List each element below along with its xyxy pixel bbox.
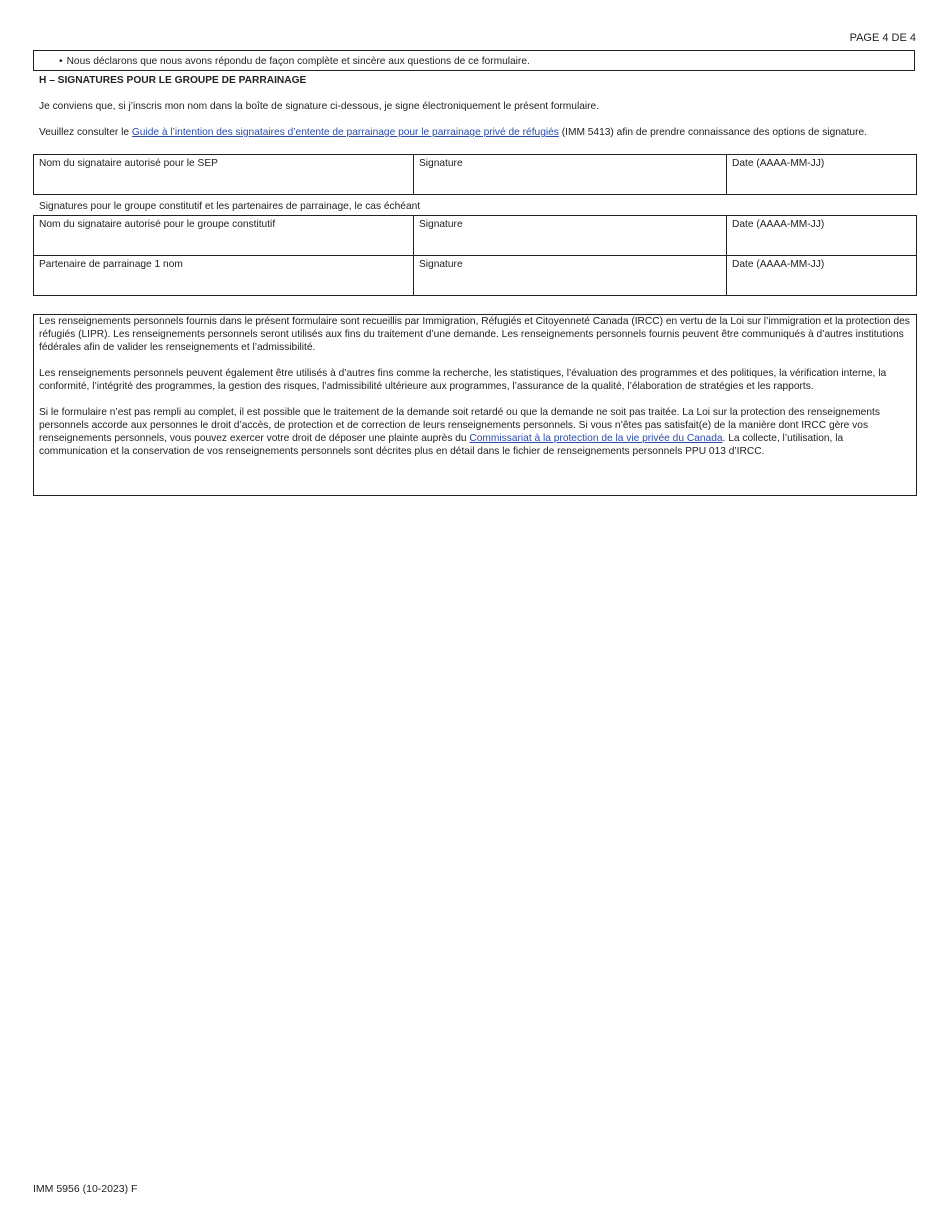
sep-date-field[interactable] xyxy=(727,155,917,195)
constituent-name-label: Nom du signataire autorisé pour le groupe constitutif xyxy=(39,219,276,230)
section-h-title: H – SIGNATURES POUR LE GROUPE DE PARRAINAGE xyxy=(39,75,307,86)
table-row xyxy=(34,256,917,296)
declaration-text: Nous déclarons que nous avons répondu de façon complète et sincère aux questions de ce formulaire. xyxy=(66,56,530,67)
privacy-commissioner-link[interactable]: Commissariat à la protection de la vie privée du Canada xyxy=(469,433,723,444)
constituent-caption: Signatures pour le groupe constitutif et les partenaires de parrainage, le cas échéant xyxy=(39,201,421,212)
table-row xyxy=(34,216,917,256)
sep-date-label: Date (AAAA-MM-JJ) xyxy=(732,158,825,169)
guide-text-after: (IMM 5413) afin de prendre connaissance des options de signature. xyxy=(558,127,867,138)
page-number: PAGE 4 DE 4 xyxy=(849,32,916,44)
partner-date-label: Date (AAAA-MM-JJ) xyxy=(732,259,825,270)
form-id: IMM 5956 (10-2023) F xyxy=(33,1183,138,1195)
guide-text-before: Veuillez consulter le xyxy=(39,127,132,138)
partner-name-field[interactable] xyxy=(34,256,414,296)
sep-name-field[interactable] xyxy=(34,155,414,195)
bullet-icon: • xyxy=(59,56,63,67)
privacy-text-before: Si le formulaire n’est pas rempli au complet, il est possible que le traitement de la demande soit retardé ou que la demande ne soit pas traitée. La Loi sur la protection des renseignements personnels accorde aux personnes le droit d’accès, de protection et de correction de leurs renseignements personnels. Si vous n’êtes pas satisfait(e) de la manière dont IRCC gère vos renseignements personnels, vous pouvez exercer votre droit de déposer une plainte auprès du xyxy=(39,407,880,444)
partner-signature-field[interactable] xyxy=(414,256,727,296)
privacy-text-after: . La collecte, l’utilisation, la communication et la conservation de vos renseignements personnels sont décrites plus en détail dans le fichier de renseignements personnels PPU 013 d’IRCC. xyxy=(39,433,844,457)
sep-signature-table xyxy=(33,154,917,195)
guide-paragraph xyxy=(39,126,909,139)
sep-signature-field[interactable] xyxy=(414,155,727,195)
table-row xyxy=(34,155,917,195)
e-signature-statement: Je conviens que, si j’inscris mon nom dans la boîte de signature ci-dessous, je signe électroniquement le présent formulaire. xyxy=(39,101,600,112)
partner-date-field[interactable] xyxy=(727,256,917,296)
sep-name-label: Nom du signataire autorisé pour le SEP xyxy=(39,158,218,169)
declaration-box xyxy=(33,50,915,71)
privacy-paragraph-1: Les renseignements personnels fournis dans le présent formulaire sont recueillis par Immigration, Réfugiés et Citoyenneté Canada (IRCC) en vertu de la Loi sur l’immigration et la protection des réfugiés (LIPR). Les renseignements personnels seront utilisés aux fins du traitement d’une demande. Les renseignements personnels fournis peuvent être communiqués à d’autres institutions fédérales afin de valider les renseignements et l’admissibilité. xyxy=(39,316,910,353)
partner-name-label: Partenaire de parrainage 1 nom xyxy=(39,259,183,270)
sep-signature-label: Signature xyxy=(419,158,463,169)
privacy-paragraph-3 xyxy=(39,406,910,458)
constituent-signature-table xyxy=(33,215,917,296)
constituent-date-label: Date (AAAA-MM-JJ) xyxy=(732,219,825,230)
constituent-name-field[interactable] xyxy=(34,216,414,256)
constituent-date-field[interactable] xyxy=(727,216,917,256)
constituent-signature-label: Signature xyxy=(419,219,463,230)
privacy-paragraph-2: Les renseignements personnels peuvent également être utilisés à d’autres fins comme la recherche, les statistiques, l’évaluation des programmes et des politiques, la vérification interne, la conformité, l’intégrité des programmes, la gestion des risques, l’admissibilité ultérieure aux programmes, l’assurance de la qualité, l’élaboration de stratégies et les rapports. xyxy=(39,368,887,392)
guide-link[interactable]: Guide à l’intention des signataires d’entente de parrainage pour le parrainage privé de réfugiés xyxy=(131,127,559,138)
constituent-signature-field[interactable] xyxy=(414,216,727,256)
privacy-notice-box xyxy=(33,314,917,496)
partner-signature-label: Signature xyxy=(419,259,463,270)
